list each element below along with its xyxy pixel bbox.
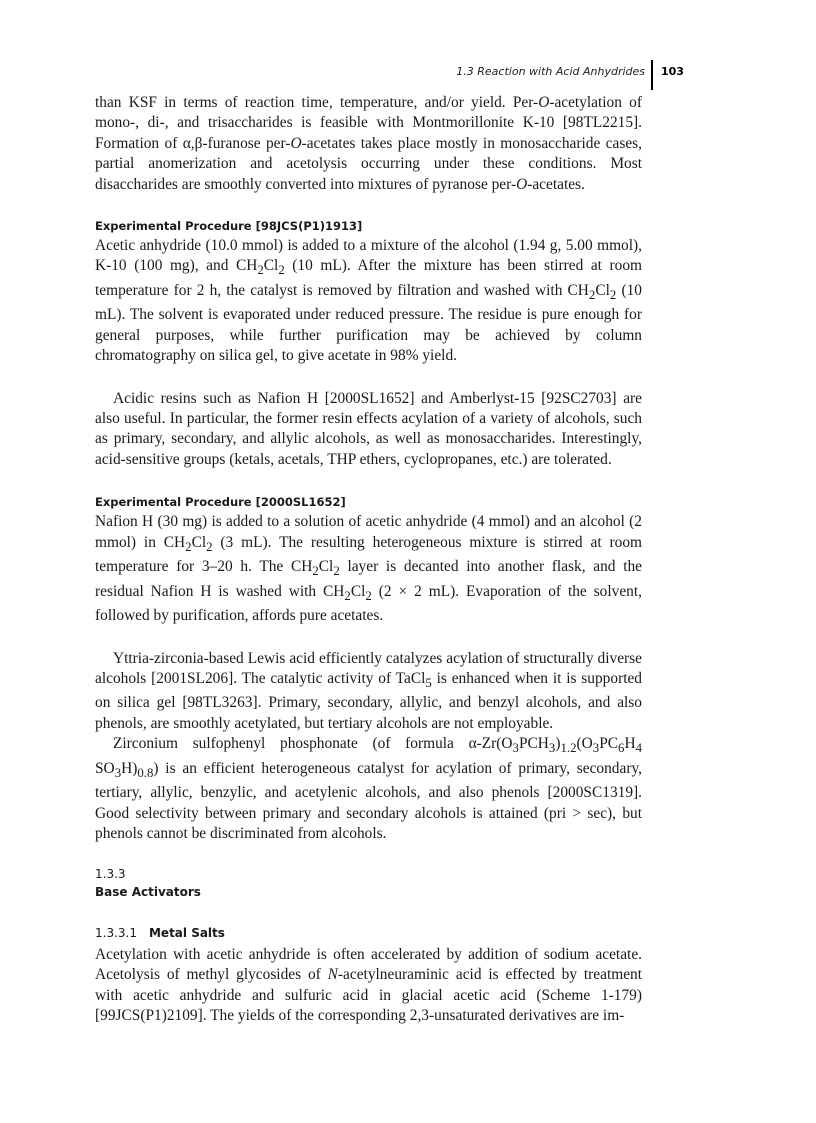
paragraph-intro: than KSF in terms of reaction time, temperature, and/or yield. Per-O-acetylation of mono-, di-, and trisaccharides is feasible with Montmorillonite K-10 [98TL2215]. Formation of α,β-furanose per-O-acetates takes place mostly in monosaccharide cases, partial anomerization and acetolysis occurring under these conditions. Most disaccharides are smoothly converted into mixtures of pyranose per-O-acetates. [95, 94, 642, 193]
subsection-heading [95, 923, 642, 943]
procedure-text-2: Nafion H (30 mg) is added to a solution of acetic anhydride (4 mmol) and an alcohol (2 mmol) in $CH_2Cl_2$ (3 mL). The resulting heterogeneous mixture is stirred at room temperature for 3–20 h. The $CH_2Cl_2$ layer is decanted into another flask, and the residual Nafion H is washed with $CH_2Cl_2$ (2 × 2 mL). Evaporation of the solvent, followed by purification, affords pure acetates. [95, 513, 643, 625]
procedure-heading-1: Experimental Procedure [98JCS(P1)1913] [95, 219, 363, 234]
subsection-number: 1.3.3.1 [95, 926, 137, 941]
paragraph-lewis-acids: Yttria-zirconia-based Lewis acid efficiently catalyzes acylation of structurally diverse alcohols [2001SL206]. The catalytic activity of TaCl$_5$ is enhanced when it is supported on silica gel [98TL3263]. Primary, secondary, allylic, and benzyl alcohols, and also phenols, are smoothly acetylated, but tertiary alcohols are not employable. [95, 649, 642, 732]
page-header [0, 60, 816, 90]
section-number: 1.3.3 [95, 867, 126, 882]
subsection-title: Metal Salts [148, 926, 225, 941]
procedure-text-1: Acetic anhydride (10.0 mmol) is added to a mixture of the alcohol (1.94 g, 5.00 mmol), K-10 (100 mg), and $CH_2Cl_2$ (10 mL). After the mixture has been stirred at room temperature for 2 h, the catalyst is removed by filtration and washed with $CH_2Cl_2$ (10 mL). The solvent is evaporated under reduced pressure. The residue is pure enough for general purposes, while further purification may be achieved by column chromatography on silica gel, to give acetate in 98% yield. [95, 237, 642, 365]
header-rule [651, 60, 653, 90]
paragraph-resins: Acidic resins such as Nafion H [2000SL1652] and Amberlyst-15 [92SC2703] are also useful. In particular, the former resin effects acylation of a variety of alcohols, such as primary, secondary, and allylic alcohols, as well as monosaccharides. Interestingly, acid-sensitive groups (ketals, acetals, THP ethers, cyclopropanes, etc.) are tolerated. [95, 389, 642, 468]
running-head: 1.3 Reaction with Acid Anhydrides [456, 65, 645, 78]
page-number: 103 [661, 65, 684, 78]
paragraph-zirconium: Zirconium sulfophenyl phosphonate (of formula $\alpha-Zr(O_3PCH_3)_{1.2}(O_3PC_6H_4$ $SO_3H)_{0.8}$) is an efficient heterogeneous catalyst for acylation of primary, secondary, tertiary, allylic, benzylic, and acetylenic alcohols, and also phenols [2000SC1319]. Good selectivity between primary and secondary alcohols is attained (pri > sec), but phenols cannot be discriminated from alcohols. [95, 735, 642, 842]
page-body [95, 90, 642, 1026]
procedure-heading-2: Experimental Procedure [2000SL1652] [95, 495, 346, 510]
section-title: Base Activators [95, 885, 201, 900]
paragraph-metal-salts: Acetylation with acetic anhydride is often accelerated by addition of sodium acetate. Acetolysis of methyl glycosides of N-acetylneuraminic acid is effected by treatment with acetic anhydride and sulfuric acid in glacial acetic acid (Scheme 1-179) [99JCS(P1)2109]. The yields of the corresponding 2,3-unsaturated derivatives are im- [95, 945, 642, 1025]
